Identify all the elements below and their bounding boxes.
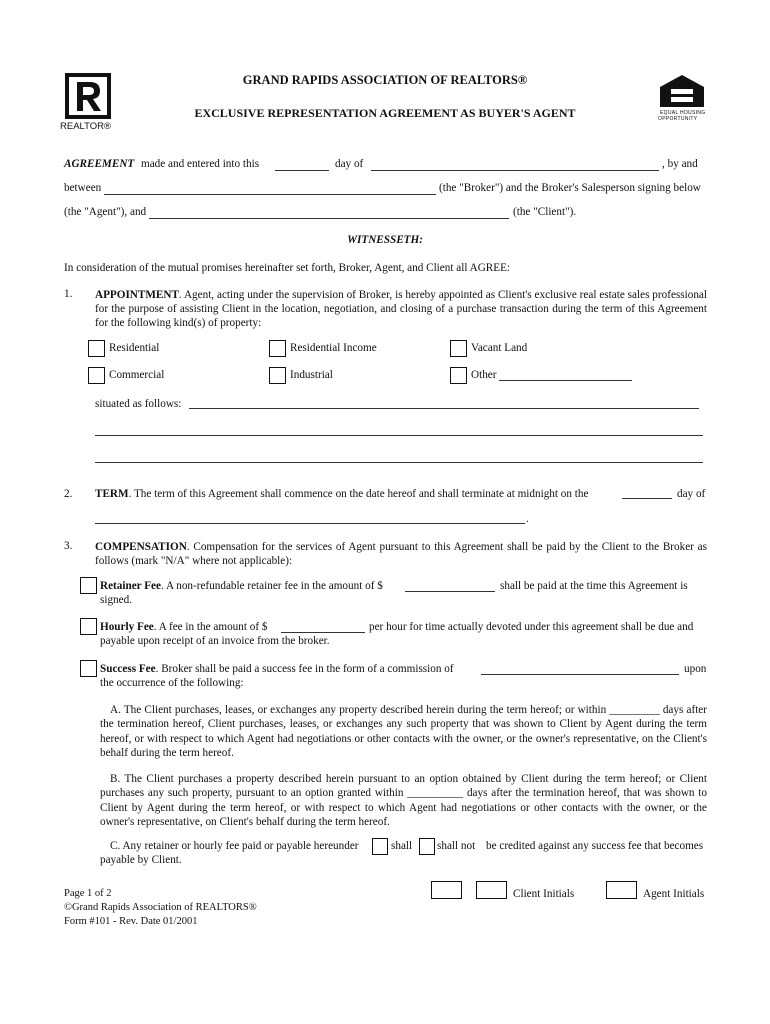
hourly-line-1 bbox=[100, 621, 267, 633]
retainer-amount-field[interactable] bbox=[405, 591, 495, 592]
compensation-heading: COMPENSATION bbox=[95, 541, 187, 553]
witnesseth-heading: WITNESSETH: bbox=[347, 234, 423, 246]
broker-name-field[interactable] bbox=[104, 194, 436, 195]
success-commission-field[interactable] bbox=[481, 674, 679, 675]
footer-form: Form #101 - Rev. Date 01/2001 bbox=[64, 916, 198, 927]
shall-checkbox[interactable] bbox=[372, 838, 388, 855]
shall-not-checkbox[interactable] bbox=[419, 838, 435, 855]
hourly-fee-checkbox[interactable] bbox=[80, 618, 97, 635]
residential-label: Residential bbox=[109, 342, 160, 354]
date-month-field[interactable] bbox=[371, 170, 659, 171]
client-initials-box-1[interactable] bbox=[431, 881, 462, 899]
intro-text: (the "Broker") and the Broker's Salesperson signing below bbox=[439, 182, 701, 194]
vacant-land-label: Vacant Land bbox=[471, 342, 528, 354]
intro-text: (the "Client"). bbox=[513, 206, 577, 218]
client-initials-label: Client Initials bbox=[513, 888, 575, 900]
retainer-text-c: signed. bbox=[100, 594, 133, 606]
intro-text: day of bbox=[335, 158, 364, 170]
paragraph-c-text-c: payable by Client. bbox=[100, 854, 182, 866]
appointment-text: . Agent, acting under the supervision of Broker, is hereby appointed as Client's exclusive real estate sales professional for the purpose of assisting Client in the location, negotiation, and closing of a purchase transaction during the term of this Agreement for the following kind(s) of property: bbox=[95, 289, 707, 329]
appointment-heading: APPOINTMENT bbox=[95, 289, 179, 301]
industrial-checkbox[interactable] bbox=[269, 367, 286, 384]
success-text: . Broker shall be paid a success fee in the form of a commission of bbox=[155, 663, 454, 675]
retainer-text-b: shall be paid at the time this Agreement is bbox=[500, 580, 688, 592]
term-period: . bbox=[526, 513, 529, 525]
retainer-text: . A non-refundable retainer fee in the amount of $ bbox=[161, 580, 383, 592]
situated-label: situated as follows: bbox=[95, 398, 182, 410]
paragraph-b: B. The Client purchases a property described herein pursuant to an option obtained by Client during the term hereof; or Client purchases any such property, pursuant to an option granted within __________ days after the termination hereof, that was shown to Client by Agent during the term hereof, or with respect to which Agent had negotiations or other contacts with the owner, or the owner's representative, on Client's behalf during the term hereof. bbox=[100, 773, 707, 828]
other-field[interactable] bbox=[499, 380, 632, 381]
success-text-c: the occurrence of the following: bbox=[100, 677, 244, 689]
success-heading: Success Fee bbox=[100, 663, 156, 675]
agent-initials-box[interactable] bbox=[606, 881, 637, 899]
paragraph-a: A. The Client purchases, leases, or exchanges any property described herein during the term hereof; or within _________ days after the termination hereof, Client purchases, leases, or exchanges any such property that was shown to Client by Agent during the term hereof, or with respect to which Agent had negotiations or other contacts with the owner, or the owner's representative, on the Client's behalf during the term hereof. bbox=[100, 704, 707, 759]
client-name-field[interactable] bbox=[149, 218, 509, 219]
section-number: 2. bbox=[64, 488, 73, 500]
client-initials-box-2[interactable] bbox=[476, 881, 507, 899]
situated-field-2[interactable] bbox=[95, 435, 703, 436]
term-text: . The term of this Agreement shall commence on the date hereof and shall terminate at midnight on the bbox=[128, 488, 589, 500]
consideration-text: In consideration of the mutual promises hereinafter set forth, Broker, Agent, and Client all AGREE: bbox=[64, 262, 511, 274]
residential-income-label: Residential Income bbox=[290, 342, 377, 354]
success-line-1 bbox=[100, 663, 454, 675]
intro-text: , by and bbox=[662, 158, 698, 170]
situated-field-3[interactable] bbox=[95, 462, 703, 463]
retainer-fee-checkbox[interactable] bbox=[80, 577, 97, 594]
agent-initials-label: Agent Initials bbox=[643, 888, 705, 900]
date-day-field[interactable] bbox=[275, 170, 329, 171]
residential-income-checkbox[interactable] bbox=[269, 340, 286, 357]
agreement-label: AGREEMENT bbox=[64, 158, 135, 170]
intro-text: (the "Agent"), and bbox=[64, 206, 147, 218]
term-line bbox=[95, 488, 588, 500]
hourly-heading: Hourly Fee bbox=[100, 621, 154, 633]
section-number: 3. bbox=[64, 540, 73, 552]
shall-label: shall bbox=[391, 840, 413, 852]
industrial-label: Industrial bbox=[290, 369, 333, 381]
term-day-field[interactable] bbox=[622, 498, 672, 499]
success-text-b: upon bbox=[684, 663, 707, 675]
term-heading: TERM bbox=[95, 488, 129, 500]
shall-not-label: shall not bbox=[437, 840, 476, 852]
compensation-text: . Compensation for the services of Agent pursuant to this Agreement shall be paid by the Client to the Broker as follows (mark "N/A" where not applicable): bbox=[95, 541, 707, 567]
other-checkbox[interactable] bbox=[450, 367, 467, 384]
hourly-text-b: per hour for time actually devoted under this agreement shall be due and bbox=[369, 621, 694, 633]
eho-text-2: OPPORTUNITY bbox=[658, 116, 698, 122]
intro-text: between bbox=[64, 182, 102, 194]
section-number: 1. bbox=[64, 288, 73, 300]
vacant-land-checkbox[interactable] bbox=[450, 340, 467, 357]
footer-page: Page 1 of 2 bbox=[64, 888, 112, 899]
paragraph-c-text-b: be credited against any success fee that becomes bbox=[486, 840, 704, 852]
realtor-logo-text: REALTOR® bbox=[60, 121, 111, 132]
commercial-checkbox[interactable] bbox=[88, 367, 105, 384]
hourly-amount-field[interactable] bbox=[281, 632, 365, 633]
situated-field-1[interactable] bbox=[189, 408, 699, 409]
term-day-of: day of bbox=[677, 488, 706, 500]
success-fee-checkbox[interactable] bbox=[80, 660, 97, 677]
commercial-label: Commercial bbox=[109, 369, 165, 381]
document-subtitle: EXCLUSIVE REPRESENTATION AGREEMENT AS BUYER'S AGENT bbox=[194, 106, 576, 120]
term-month-field[interactable] bbox=[95, 523, 525, 524]
retainer-heading: Retainer Fee bbox=[100, 580, 161, 592]
paragraph-c-text: C. Any retainer or hourly fee paid or payable hereunder bbox=[110, 840, 359, 852]
residential-checkbox[interactable] bbox=[88, 340, 105, 357]
retainer-line-1 bbox=[100, 580, 383, 592]
hourly-text: . A fee in the amount of $ bbox=[153, 621, 268, 633]
appointment-paragraph bbox=[95, 288, 707, 330]
footer-copyright: ©Grand Rapids Association of REALTORS® bbox=[64, 902, 257, 913]
eho-text-1: EQUAL HOUSING bbox=[660, 110, 706, 116]
other-label: Other bbox=[471, 369, 497, 381]
intro-text: made and entered into this bbox=[141, 158, 260, 170]
document-title: GRAND RAPIDS ASSOCIATION OF REALTORS® bbox=[242, 73, 528, 87]
compensation-paragraph bbox=[95, 540, 707, 568]
hourly-text-c: payable upon receipt of an invoice from the broker. bbox=[100, 635, 330, 647]
